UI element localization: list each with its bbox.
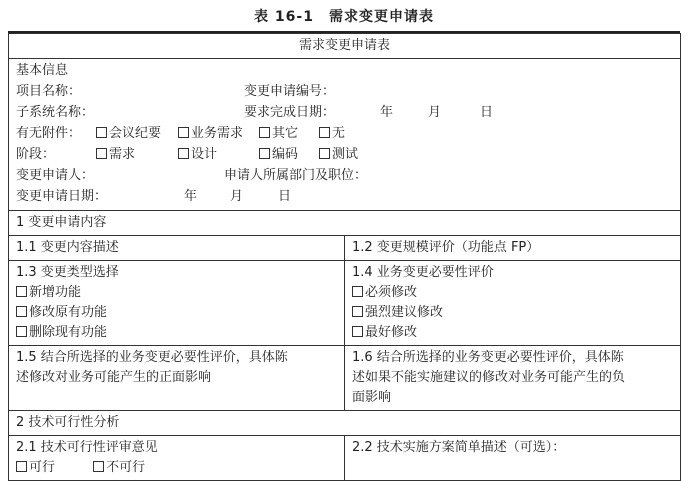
necessity-option-preferable[interactable]: 最好修改 <box>352 323 417 343</box>
checkbox-icon <box>352 326 363 337</box>
basic-info-header-row <box>16 60 673 81</box>
necessity-option-strong[interactable]: 强烈建议修改 <box>352 303 443 323</box>
applicant-row <box>16 165 673 186</box>
checkbox-icon <box>352 286 363 297</box>
basic-info-block <box>9 59 681 211</box>
apply-year: 年 <box>184 189 198 204</box>
checkbox-icon <box>16 326 27 337</box>
request-no-label: 变更申请编号： <box>244 84 336 99</box>
due-date-label: 要求完成日期： <box>244 105 336 120</box>
change-description-cell: 1.1 变更内容描述 <box>9 236 345 261</box>
attachments-label: 有无附件： <box>16 126 82 141</box>
checkbox-icon <box>16 461 27 472</box>
necessity-cell <box>345 261 681 346</box>
implementation-plan-cell: 2.2 技术实施方案简单描述（可选）： <box>345 436 681 481</box>
negative-impact-line-1: 1.6 结合所选择的业务变更必要性评价，具体陈 <box>352 350 624 365</box>
project-row <box>16 81 673 102</box>
checkbox-icon <box>259 148 270 159</box>
stage-option-testing[interactable]: 测试 <box>319 144 358 165</box>
checkbox-icon <box>319 148 330 159</box>
checkbox-icon <box>16 306 27 317</box>
stage-row <box>16 144 673 165</box>
checkbox-icon <box>16 286 27 297</box>
checkbox-icon <box>96 127 107 138</box>
subsystem-label: 子系统名称： <box>16 105 95 120</box>
project-name-label: 项目名称： <box>16 84 82 99</box>
checkbox-icon <box>96 148 107 159</box>
due-month: 月 <box>428 105 442 120</box>
form-title: 需求变更申请表 <box>9 34 681 59</box>
change-type-option-add[interactable]: 新增功能 <box>16 283 81 303</box>
attachment-option-meeting[interactable]: 会议纪要 <box>96 123 161 144</box>
checkbox-icon <box>93 461 104 472</box>
feasibility-review-title: 2.1 技术可行性评审意见 <box>16 440 158 455</box>
change-type-option-modify[interactable]: 修改原有功能 <box>16 303 107 323</box>
change-type-option-delete[interactable]: 删除现有功能 <box>16 323 107 343</box>
change-scale-cell: 1.2 变更规模评价（功能点 FP） <box>345 236 681 261</box>
subsystem-row <box>16 102 673 123</box>
apply-date-label: 变更申请日期： <box>16 189 108 204</box>
section2-header: 2 技术可行性分析 <box>9 411 681 436</box>
negative-impact-line-2: 述如果不能实施建议的修改对业务可能产生的负 <box>352 370 626 385</box>
attachments-row <box>16 123 673 144</box>
checkbox-icon <box>319 127 330 138</box>
stage-label: 阶段： <box>16 147 56 162</box>
stage-option-coding[interactable]: 编码 <box>259 144 298 165</box>
section1-header: 1 变更申请内容 <box>9 211 681 236</box>
apply-date-row <box>16 186 673 207</box>
stage-option-design[interactable]: 设计 <box>178 144 217 165</box>
necessity-option-must[interactable]: 必须修改 <box>352 283 417 303</box>
checkbox-icon <box>178 148 189 159</box>
applicant-label: 变更申请人： <box>16 168 95 183</box>
positive-impact-line-2: 述修改对业务可能产生的正面影响 <box>16 370 212 385</box>
checkbox-icon <box>259 127 270 138</box>
checkbox-icon <box>178 127 189 138</box>
feasibility-option-feasible[interactable]: 可行 <box>16 458 55 478</box>
change-type-title: 1.3 变更类型选择 <box>16 265 119 280</box>
negative-impact-line-3: 面影响 <box>352 390 392 405</box>
attachment-option-none[interactable]: 无 <box>319 123 345 144</box>
positive-impact-line-1: 1.5 结合所选择的业务变更必要性评价，具体陈 <box>16 350 288 365</box>
table-caption: 表 16-1 需求变更申请表 <box>254 9 434 25</box>
stage-option-requirements[interactable]: 需求 <box>96 144 135 165</box>
basic-info-header: 基本信息 <box>16 63 69 78</box>
apply-month: 月 <box>230 189 244 204</box>
negative-impact-cell <box>345 346 681 411</box>
positive-impact-cell <box>9 346 345 411</box>
apply-day: 日 <box>278 189 292 204</box>
attachment-option-business[interactable]: 业务需求 <box>178 123 243 144</box>
checkbox-icon <box>352 306 363 317</box>
feasibility-review-cell <box>9 436 345 481</box>
feasibility-option-infeasible[interactable]: 不可行 <box>93 458 145 478</box>
dept-position-label: 申请人所属部门及职位： <box>224 168 368 183</box>
due-day: 日 <box>480 105 494 120</box>
necessity-title: 1.4 业务变更必要性评价 <box>352 265 494 280</box>
change-request-form <box>8 33 681 481</box>
change-type-cell <box>9 261 345 346</box>
attachment-option-other[interactable]: 其它 <box>259 123 298 144</box>
due-year: 年 <box>380 105 394 120</box>
